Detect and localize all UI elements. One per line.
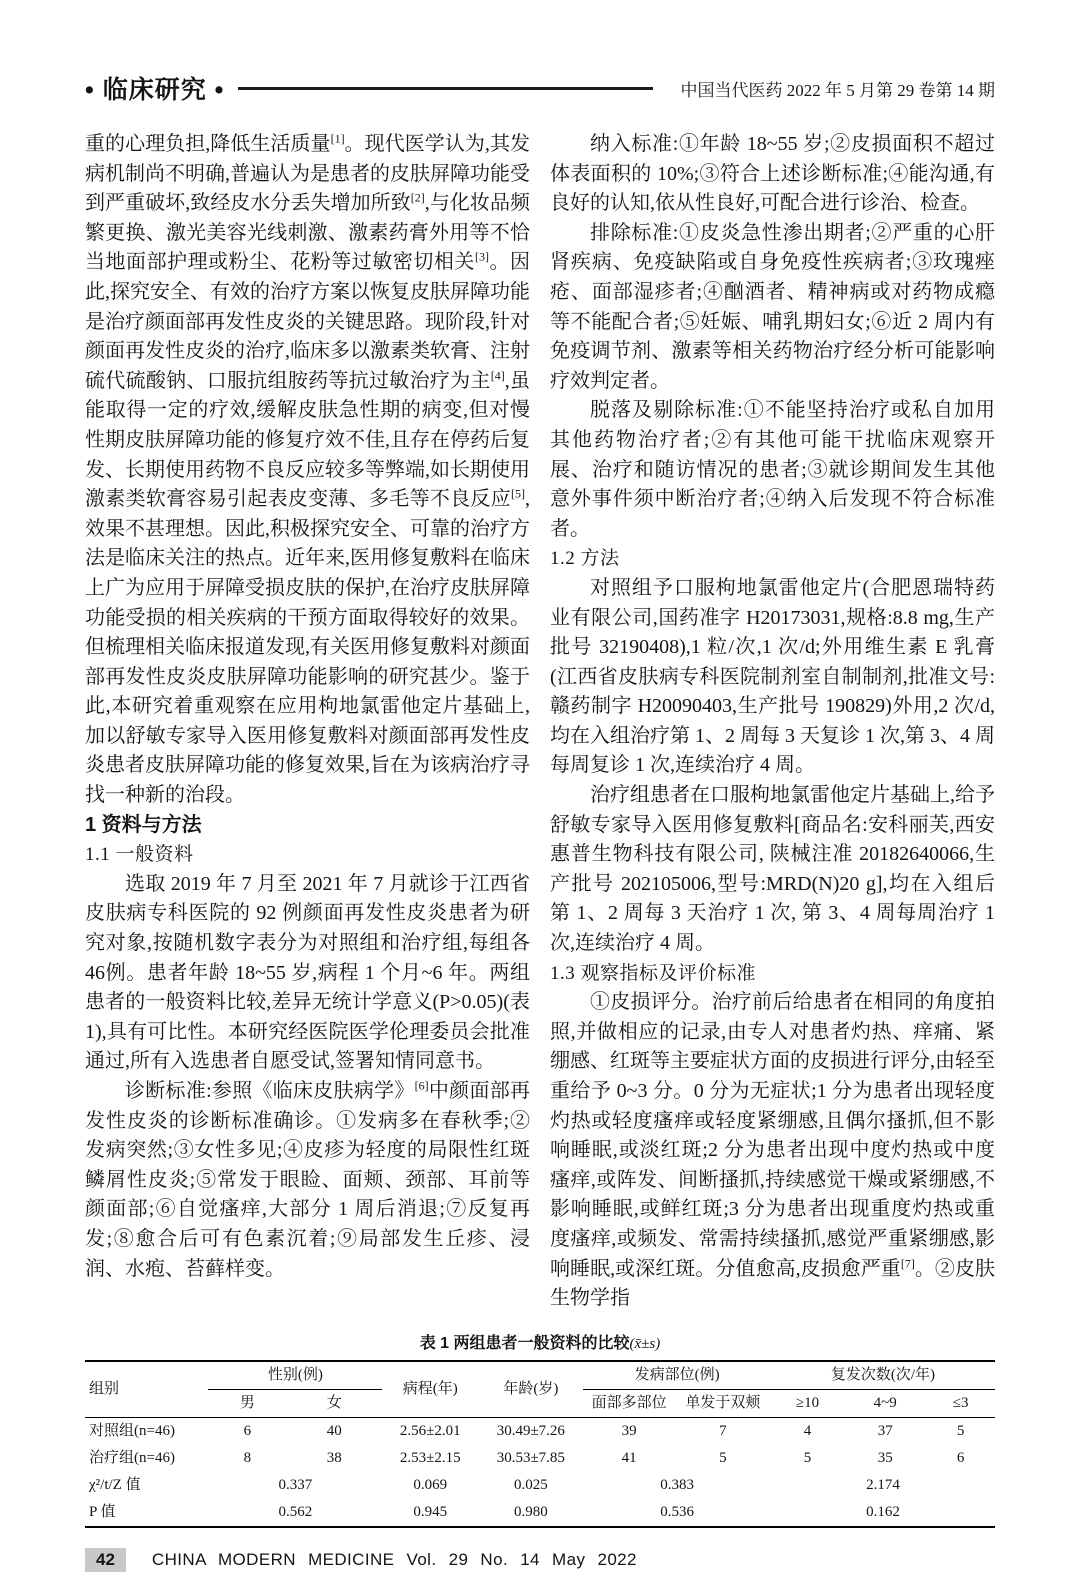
paragraph: 脱落及剔除标准:①不能坚持治疗或私自加用其他药物治疗者;②有其他可能干扰临床观察开展、治疗和随访情况的患者;③就诊期间发生其他意外事件须中断治疗者;④纳入后发现不符合标准者。 bbox=[550, 399, 995, 540]
table-cell: 7 bbox=[719, 1422, 727, 1439]
row-label: P 值 bbox=[89, 1503, 116, 1520]
col-header-site: 发病部位(例) bbox=[583, 1361, 770, 1390]
col-header-age: 年龄(岁) bbox=[478, 1361, 583, 1418]
col-header-course: 病程(年) bbox=[382, 1361, 478, 1418]
page-number: 42 bbox=[85, 1548, 126, 1572]
header-rule bbox=[238, 87, 652, 90]
col-header-site1: 面部多部位 bbox=[583, 1389, 674, 1417]
table-cell: 40 bbox=[326, 1422, 342, 1439]
table-cell: 2.53±2.15 bbox=[399, 1449, 461, 1466]
table-header-row-1 bbox=[85, 1361, 995, 1390]
col-header-male: 男 bbox=[208, 1389, 286, 1417]
table-cell: 0.980 bbox=[513, 1503, 548, 1520]
table-row bbox=[85, 1445, 995, 1472]
col-header-r1: ≥10 bbox=[771, 1389, 844, 1417]
row-label: 对照组(n=46) bbox=[89, 1422, 175, 1439]
col-header-female: 女 bbox=[286, 1389, 382, 1417]
row-label: χ²/t/Z 值 bbox=[89, 1476, 141, 1493]
footer-journal-title: CHINA MODERN MEDICINE Vol. 29 No. 14 May 2022 bbox=[151, 1549, 637, 1569]
table-cell: 41 bbox=[621, 1449, 637, 1466]
page-footer bbox=[85, 1548, 995, 1572]
table-cell: 38 bbox=[326, 1449, 342, 1466]
table-cell: 5 bbox=[803, 1449, 812, 1466]
table-cell: 30.53±7.85 bbox=[496, 1449, 565, 1466]
paragraph: 重的心理负担,降低生活质量[1]。现代医学认为,其发病机制尚不明确,普遍认为是患者的皮肤屏障功能受到严重破坏,致经皮水分丢失增加所致[2],与化妆品频繁更换、激光美容光线刺激、激素药膏外用等不恰当地面部护理或粉尘、花粉等过敏密切相关[3]。因此,探究安全、有效的治疗方案以恢复皮肤屏障功能是治疗颜面部再发性皮炎的关键思路。现阶段,针对颜面再发性皮炎的治疗,临床多以激素类软膏、注射硫代硫酸钠、口服抗组胺药等抗过敏治疗为主[4],虽能取得一定的疗效,缓解皮肤急性期的病变,但对慢性期皮肤屏障功能的修复疗效不佳,且存在停药后复发、长期使用药物不良反应较多等弊端,如长期使用激素类软膏容易引起表皮变薄、多毛等不良反应[5],效果不甚理想。因此,积极探究安全、可靠的治疗方法是临床关注的热点。近年来,医用修复敷料在临床上广为应用于屏障受损皮肤的保护,在治疗皮肤屏障功能受损的相关疾病的干预方面取得较好的效果。但梳理相关临床报道发现,有关医用修复敷料对颜面部再发性皮炎皮肤屏障功能影响的研究甚少。鉴于此,本研究着重观察在应用枸地氯雷他定片基础上,加以舒敏专家导入医用修复敷料对颜面部再发性皮炎患者皮肤屏障功能的修复效果,旨在为该病治疗寻找一种新的治段。 bbox=[85, 131, 531, 807]
table-row-statistic bbox=[85, 1472, 995, 1499]
table-title bbox=[85, 1330, 995, 1353]
table-cell: 8 bbox=[243, 1449, 252, 1466]
subsection-heading: 1.1 一般资料 bbox=[85, 844, 194, 866]
table-cell: 0.025 bbox=[513, 1476, 548, 1493]
paragraph: 治疗组患者在口服枸地氯雷他定片基础上,给予舒敏专家导入医用修复敷料[商品名:安科丽芙,西安惠普生物科技有限公司, 陕械注准 20182640066,生产批号 202105006,型号:MRD(N)20 g],均在入组后第 1、2 周每 3 天治疗 1 次, 第 3、4 周每周治疗 1 次,连续治疗 4 周。 bbox=[550, 784, 995, 955]
subsection-heading: 1.2 方法 bbox=[550, 548, 620, 570]
paragraph: ①皮损评分。治疗前后给患者在相同的角度拍照,并做相应的记录,由专人对患者灼热、痒痛、紧绷感、红斑等主要症状方面的皮损进行评分,由轻至重给予 0~3 分。0 分为无症状;1 分为患者出现轻度灼热或轻度瘙痒或轻度紧绷感,且偶尔搔抓,但不影响睡眠,或淡红斑;2 分为患者出现中度灼热或中度瘙痒,或阵发、间断搔抓,持续感觉干燥或紧绷感,不影响睡眠,或鲜红斑;3 分为患者出现重度灼热或重度瘙痒,或频发、常需持续搔抓,感觉严重紧绷感,影响睡眠,或深红斑。分值愈高,皮损愈严重[7]。②皮肤生物学指 bbox=[550, 991, 996, 1310]
general-data-table bbox=[85, 1360, 995, 1528]
table-cell: 0.536 bbox=[660, 1503, 695, 1520]
column-right bbox=[550, 130, 995, 1314]
table-cell: 0.945 bbox=[413, 1503, 448, 1520]
article-body bbox=[85, 130, 995, 1314]
table-title-note: (x̄±s) bbox=[629, 1335, 661, 1352]
col-header-r3: ≤3 bbox=[926, 1389, 995, 1417]
section-heading: 1 资料与方法 bbox=[85, 813, 202, 836]
paragraph: 排除标准:①皮炎急性渗出期者;②严重的心肝肾疾病、免疫缺陷或自身免疫性疾病者;③玫瑰痤疮、面部湿疹者;④酗酒者、精神病或对药物成瘾等不能配合者;⑤妊娠、哺乳期妇女;⑥近 2 周内有免疫调节剂、激素等相关药物治疗经分析可能影响疗效判定者。 bbox=[550, 221, 995, 392]
table-cell: 0.069 bbox=[413, 1476, 448, 1493]
col-header-recurrence: 复发次数(次/年) bbox=[771, 1361, 995, 1390]
table-cell: 0.337 bbox=[278, 1476, 313, 1493]
table-cell: 0.383 bbox=[660, 1476, 695, 1493]
table-row-statistic bbox=[85, 1499, 995, 1527]
col-header-r2: 4~9 bbox=[844, 1389, 926, 1417]
table-row bbox=[85, 1417, 995, 1445]
col-header-sex: 性别(例) bbox=[208, 1361, 382, 1390]
paragraph: 纳入标准:①年龄 18~55 岁;②皮损面积不超过体表面积的 10%;③符合上述诊断标准;④能沟通,有良好的认知,依从性良好,可配合进行诊治、检查。 bbox=[550, 133, 995, 215]
table-cell: 6 bbox=[243, 1422, 252, 1439]
col-header-site2: 单发于双颊 bbox=[675, 1389, 771, 1417]
table-title-text: 表 1 两组患者一般资料的比较 bbox=[419, 1334, 630, 1352]
table-cell: 0.562 bbox=[278, 1503, 313, 1520]
column-left bbox=[85, 130, 530, 1314]
row-label: 治疗组(n=46) bbox=[89, 1449, 175, 1466]
journal-info: 中国当代医药 2022 年 5 月第 29 卷第 14 期 bbox=[680, 80, 995, 100]
table-cell: 5 bbox=[719, 1449, 727, 1466]
subsection-heading: 1.3 观察指标及评价标准 bbox=[550, 962, 757, 984]
table-cell: 30.49±7.26 bbox=[496, 1422, 565, 1439]
page-header bbox=[85, 70, 995, 106]
table-block bbox=[85, 1330, 995, 1528]
table-cell: 0.162 bbox=[866, 1503, 900, 1520]
table-cell: 37 bbox=[877, 1422, 893, 1439]
paragraph: 诊断标准:参照《临床皮肤病学》[6]中颜面部再发性皮炎的诊断标准确诊。①发病多在春秋季;②发病突然;③女性多见;④皮疹为轻度的局限性红斑鳞屑性皮炎;⑤常发于眼睑、面颊、颈部、耳前等颜面部;⑥自觉瘙痒,大部分 1 周后消退;⑦反复再发;⑧愈合后可有色素沉着;⑨局部发生丘疹、浸润、水疱、苔藓样变。 bbox=[85, 1078, 531, 1280]
section-label: • 临床研究 • bbox=[85, 76, 225, 104]
table-cell: 6 bbox=[956, 1449, 965, 1466]
table-cell: 35 bbox=[877, 1449, 893, 1466]
paragraph: 选取 2019 年 7 月至 2021 年 7 月就诊于江西省皮肤病专科医院的 92 例颜面再发性皮炎患者为研究对象,按随机数字表分为对照组和治疗组,每组各46例。患者年龄 18~55 岁,病程 1 个月~6 年。两组患者的一般资料比较,差异无统计学意义(P>0.05)(表 1),具有可比性。本研究经医院医学伦理委员会批准通过,所有入选患者自愿受试,签署知情同意书。 bbox=[85, 872, 530, 1073]
table-cell: 4 bbox=[803, 1422, 812, 1439]
table-cell: 5 bbox=[956, 1422, 965, 1439]
col-header-group: 组别 bbox=[85, 1361, 208, 1418]
table-cell: 39 bbox=[621, 1422, 637, 1439]
paragraph: 对照组予口服枸地氯雷他定片(合肥恩瑞特药业有限公司,国药准字 H20173031,规格:8.8 mg,生产批号 32190408),1 粒/次,1 次/d;外用维生素 E 乳膏(江西省皮肤病专科医院制剂室自制制剂,批准文号:赣药制字 H20090403,生产批号 190829)外用,2 次/d,均在入组治疗第 1、2 周每 3 天复诊 1 次,第 3、4 周每周复诊 1 次,连续治疗 4 周。 bbox=[550, 576, 995, 777]
table-cell: 2.56±2.01 bbox=[399, 1422, 461, 1439]
table-cell: 2.174 bbox=[866, 1476, 900, 1493]
